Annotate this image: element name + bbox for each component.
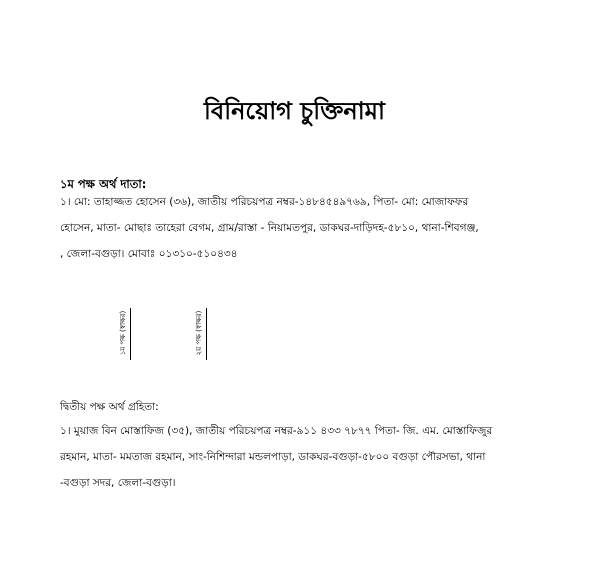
first-party-signature-label: ১ম পক্ষ (স্বাক্ষর) bbox=[119, 310, 127, 356]
first-party-details bbox=[60, 189, 538, 267]
first-party-signature bbox=[117, 306, 129, 360]
second-party-line: ১। মুয়াজ বিন মোস্তাফিজ (৩৫), জাতীয় পরিচয়পত্র নম্বর-৯১১ ৪৩৩ ৭৮৭৭ পিতা- জি. এম. মোস্তাফিজুর bbox=[60, 425, 493, 437]
signature-line bbox=[130, 308, 131, 360]
signature-line bbox=[206, 308, 207, 360]
second-party-line: -বগুড়া সদর, জেলা-বগুড়া। bbox=[60, 477, 176, 489]
second-party-heading: দ্বিতীয় পক্ষ অর্থ গ্রহিতা: bbox=[60, 401, 159, 413]
second-party-signature bbox=[193, 306, 205, 360]
first-party-line: হোসেন, মাতা- মোছাঃ তাহেরা বেগম, গ্রাম/রাস্তা - নিয়ামতপুর, ডাকঘর-দাড়িদহ-৫৮১০, থানা-শিবগঞ্জ, bbox=[60, 222, 479, 234]
first-party-heading: ১ম পক্ষ অর্থ দাতা: bbox=[60, 177, 147, 191]
second-party-signature-label: ২য় পক্ষ (স্বাক্ষর) bbox=[195, 310, 203, 356]
second-party-line: রহমান, মাতা- মমতাজ রহমান, সাং-নিশিন্দারা মন্ডলপাড়া, ডাকঘর-বগুড়া-৫৮০০ বগুড়া পৌরসভা, থানা bbox=[60, 451, 486, 463]
document-title: বিনিয়োগ চুক্তিনামা bbox=[204, 97, 385, 125]
first-party-line: ১। মো: তাহাজ্জত হোসেন (৩৬), জাতীয় পরিচয়পত্র নম্বর-১৪৮৪৫৪৯৭৬৯, পিতা- মো: মোজাফফর bbox=[60, 196, 469, 208]
first-party-line: , জেলা-বগুড়া। মোবাঃ ০১৩১০-৫১০৪৩৪ bbox=[60, 248, 238, 260]
second-party-details bbox=[60, 418, 538, 496]
